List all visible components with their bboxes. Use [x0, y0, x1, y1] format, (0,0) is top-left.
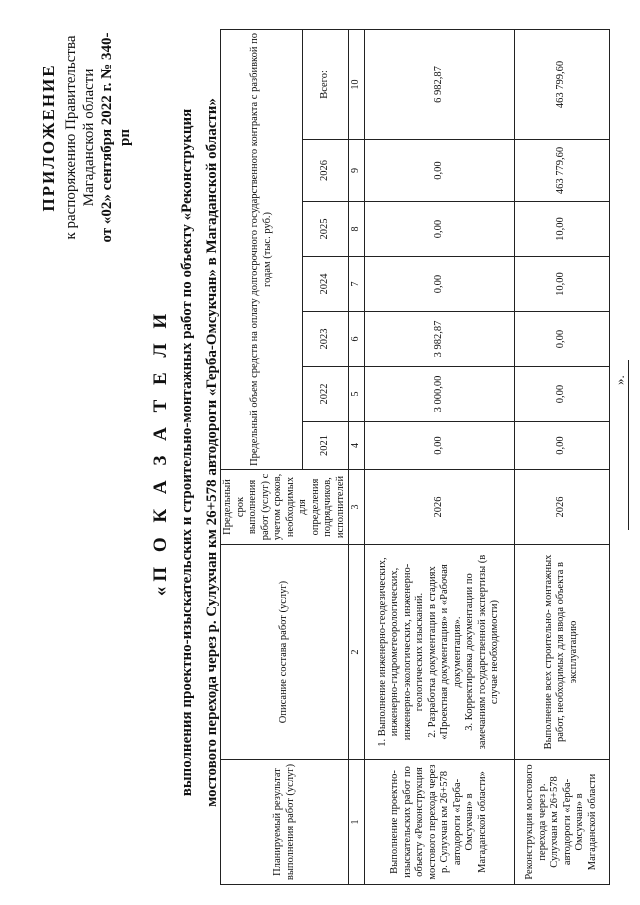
row2-description [514, 545, 609, 760]
table-row [514, 29, 609, 884]
row1-value-2026: 0,00 [364, 140, 514, 202]
header-funding: Предельный объем средств на оплату долгосрочного государственного контракта с разбивкой по годам (тыс. руб.) [221, 29, 303, 469]
row1-description [364, 545, 514, 760]
row1-deadline: 2026 [364, 470, 514, 545]
appendix-title: ПРИЛОЖЕНИЕ [39, 63, 58, 212]
appendix-date: от «02» сентября 2022 г. № 340-рп [99, 32, 133, 243]
table-header-row [221, 29, 303, 884]
col-number: 2 [349, 545, 365, 760]
col-number: 7 [349, 257, 365, 312]
row2-description-part-1: Выполнение всех строительно- монтажных работ, необходимых для ввода объекта в эксплуатацию [542, 554, 579, 750]
col-number: 8 [349, 202, 365, 257]
row2-value-total: 463 799,60 [514, 29, 609, 139]
year-total: Всего: [303, 29, 349, 139]
row1-value-2024: 0,00 [364, 257, 514, 312]
row1-value-total: 6 982,87 [364, 29, 514, 139]
row2-value-2022: 0,00 [514, 367, 609, 422]
document-heading [150, 30, 222, 875]
header-description: Описание состава работ (услуг) [221, 545, 349, 760]
indicators-table [220, 29, 610, 885]
header-deadline: Предельный срок выполнения работ (услуг) с учетом сроков, необходимых для определения подрядчиков, исполнителей [221, 470, 349, 545]
year-2021: 2021 [303, 422, 349, 470]
row1-value-2023: 3 982,87 [364, 312, 514, 367]
row1-result: Выполнение проектно-изыскательских работ по объекту «Реконструкция мостового перехода через р. Сулухчан км 26+578 автодороги «Герба-Омсукчан» в Магаданской области» [364, 760, 514, 885]
heading-main: «П О К А З А Т Е Л И [150, 308, 171, 597]
signature-line [628, 360, 629, 530]
col-number: 9 [349, 140, 365, 202]
column-number-row [349, 29, 365, 884]
row1-description-part-3: 3. Корректировка документации по замечаниям государственной экспертизы (в случае необходимости) [464, 554, 500, 750]
closing-mark: ». [612, 375, 627, 385]
appendix-line-2: Магаданской области [81, 68, 97, 207]
col-number: 1 [349, 760, 365, 885]
heading-sub-1: выполнения проектно-изыскательских и строительно-монтажных работ по объекту «Реконструкция [179, 108, 195, 797]
heading-sub-2: мостового перехода через р. Сулухчан км 26+578 автодороги «Герба-Омсукчан» в Магаданской области» [204, 98, 220, 807]
row2-value-2021: 0,00 [514, 422, 609, 470]
table-row [364, 29, 514, 884]
header-result: Планируемый результат выполнения работ (услуг) [221, 760, 349, 885]
year-2023: 2023 [303, 312, 349, 367]
row1-value-2022: 3 000,00 [364, 367, 514, 422]
row1-description-part-1: 1. Выполнение инженерно-геодезических, инженерно-гидрометеорологических, инженерно-экологических, инженерно-геологических изысканий. [376, 557, 425, 747]
col-number: 4 [349, 422, 365, 470]
row1-value-2025: 0,00 [364, 202, 514, 257]
year-2024: 2024 [303, 257, 349, 312]
col-number: 3 [349, 470, 365, 545]
year-2025: 2025 [303, 202, 349, 257]
col-number: 6 [349, 312, 365, 367]
row2-result: Реконструкция мостового перехода через р. Сулухчан км 26+578 автодороги «Герба-Омсукчан» в Магаданской области [514, 760, 609, 885]
row1-description-part-2: 2. Разработка документации в стадиях «Проектная документация» и «Рабочая документация». [426, 564, 463, 740]
row2-value-2026: 463 779,60 [514, 140, 609, 202]
appendix-block [40, 30, 134, 245]
year-2022: 2022 [303, 367, 349, 422]
row1-value-2021: 0,00 [364, 422, 514, 470]
col-number: 5 [349, 367, 365, 422]
row2-value-2023: 0,00 [514, 312, 609, 367]
col-number: 10 [349, 29, 365, 139]
row2-value-2024: 10,00 [514, 257, 609, 312]
row2-value-2025: 10,00 [514, 202, 609, 257]
row2-deadline: 2026 [514, 470, 609, 545]
appendix-line-1: к распоряжению Правительства [63, 35, 79, 240]
year-2026: 2026 [303, 140, 349, 202]
